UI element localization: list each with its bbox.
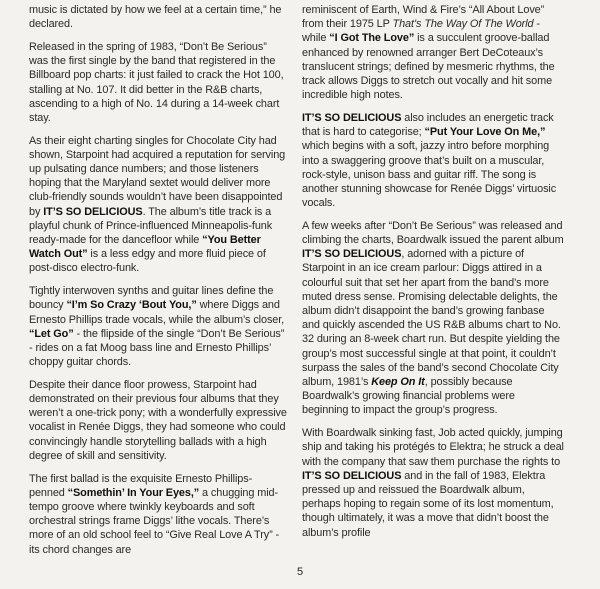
paragraph-r3 [302,426,564,540]
paragraph-l4 [29,378,287,463]
text-run: is a succulent groove-ballad enhanced by renowned arranger Bert DeCoteaux’s translucent strings; defined by mesmeric rhythms, the track allows Diggs to stretch out vocally and hit some incredible high notes. [302,32,555,102]
text-run: where Diggs and Ernesto Phillips trade vocals, while the album’s closer, [29,299,285,326]
text-run: A few weeks after “Don’t Be Serious” was released and climbing the charts, Boardwalk issued the parent album [302,219,564,247]
text-run: “You Better Watch Out” [29,234,261,261]
paragraph-l3 [29,284,287,369]
text-run: . The album’s title track is a playful chunk of Prince-influenced Minneapolis-funk ready-made for the dancefloor while [29,205,273,247]
text-run: As their eight charting singles for Chocolate City had shown, Starpoint had acquired a reputation for serving up pulsating dance numbers; and those listeners hoping that the Maryland sextet would deliver more club-friendly sounds wouldn’t have been disappointed by [29,134,286,218]
paragraph-l1 [29,40,287,125]
left-column [29,0,287,565]
text-run: Keep On It [371,376,425,389]
paragraph-l5 [29,472,287,557]
text-run: “Somethin’ In Your Eyes,” [67,486,200,499]
text-run: “I Got The Love” [329,32,415,45]
text-run: “Put Your Love On Me,” [424,126,546,139]
text-run: - while [302,18,540,45]
text-run: which begins with a soft, jazzy intro before morphing into a swaggering groove that’s built on a muscular, rock-style, unison bass and guitar riff. The song is another stunning showcase for Renée Diggs’ virtuosic vocals. [302,140,557,210]
text-run: and in the fall of 1983, Elektra pressed up and reissued the Boardwalk album, perhaps hoping to regain some of its lost momentum, though ultimately, it was a move that didn’t boost the album’s profile [302,469,554,539]
text-run: That’s The Way Of The World [392,18,534,31]
text-run: a chugging mid-tempo groove where twinkly keyboards and soft orchestral strings frame Diggs’ lithe vocals. There’s more of an old school feel to “Give Real Love A Try” - its chord changes are [29,486,280,556]
text-run: “Let Go” [29,327,74,340]
text-run: IT’S SO DELICIOUS [302,248,402,261]
text-run: “I’m So Crazy ‘Bout You,” [66,299,197,312]
text-run: reminiscent of Earth, Wind & Fire’s “All About Love” from their 1975 LP [302,4,545,31]
text-run: , possibly because Boardwalk’s growing financial problems were beginning to impact the group’s progress. [302,376,515,417]
paragraph-r0 [302,3,564,102]
right-column [302,0,564,548]
paragraph-r2 [302,219,564,418]
text-run: is a less edgy and more fluid piece of post-disco electro-funk. [29,248,266,275]
text-run: The first ballad is the exquisite Ernesto Phillips-penned [29,472,253,499]
text-run: Despite their dance floor prowess, Starpoint had demonstrated on their previous four albums that they weren’t a one-trick pony; with a wonderfully expressive vocalist in Renée Diggs, they had someone who could convincingly handle storytelling ballads with a high degree of skill and sensitivity. [29,378,287,462]
text-run: With Boardwalk sinking fast, Job acted quickly, jumping ship and taking his protégés to Elektra; he struck a deal with the company that saw them purchase the rights to [302,427,564,468]
paragraph-l2 [29,134,287,276]
text-run: music is dictated by how we feel at a certain time,” he declared. [29,4,282,31]
text-run: - the flipside of the single “Don’t Be Serious” - rides on a fat Moog bass line and Ernesto Phillips’ choppy guitar chords. [29,327,285,369]
text-run: also includes an energetic track that is hard to categorise; [302,111,554,139]
text-run: Released in the spring of 1983, “Don’t Be Serious” was the first single by the band that registered in the Billboard pop charts: it just failed to crack the Hot 100, stalling at No. 107. It did better in the R&B charts, ascending to a high of No. 14 during a 14-week chart stay. [29,40,284,124]
text-run: Tightly interwoven synths and guitar lines define the bouncy [29,285,274,312]
page-number: 5 [296,566,304,578]
text-run: IT’S SO DELICIOUS [43,205,143,218]
paragraph-r1 [302,111,564,210]
text-run: , adorned with a picture of Starpoint in an ice cream parlour: Diggs attired in a colourful suit that set her apart from the band’s more muted dress sense. Promising delectable delights, the album didn’t disappoint the band’s growing fanbase and quickly ascended the US R&B albums chart to No. 32 during an 8-week chart run. But despite yielding the group’s most successful single at that point, it couldn’t surpass the sales of the band’s second Chocolate City album, 1981’s [302,248,561,389]
paragraph-l0 [29,3,287,31]
text-run: IT’S SO DELICIOUS [302,111,402,124]
text-run: IT’S SO DELICIOUS [302,469,402,482]
